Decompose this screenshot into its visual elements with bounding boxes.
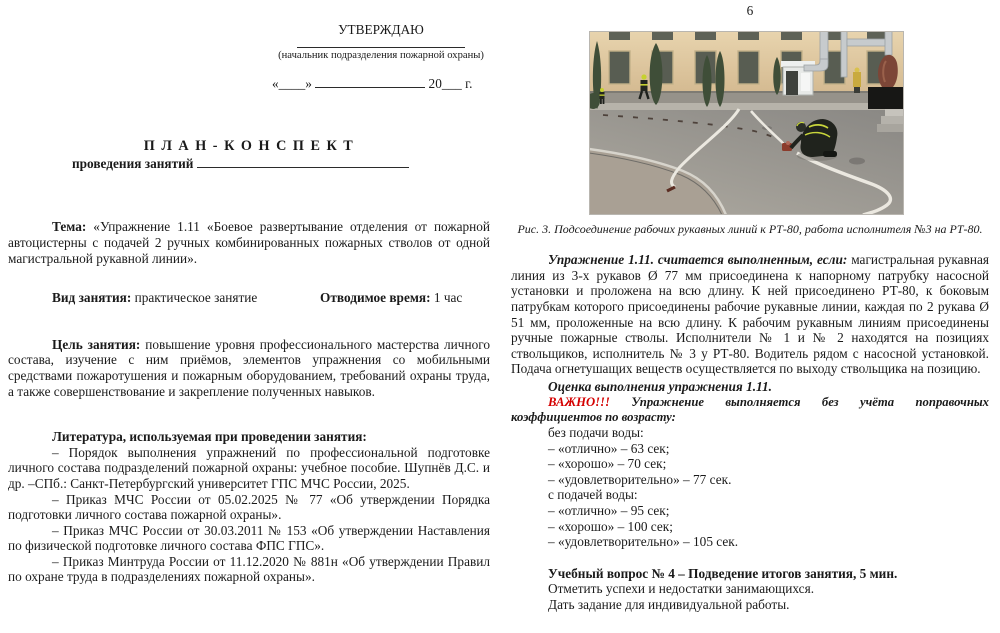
figure-photo [589,31,904,215]
lesson-type-row [8,290,490,306]
important-label: ВАЖНО!!! [548,394,610,409]
photo-sidewalk [589,103,904,110]
time-label: Отводимое время: [320,290,431,306]
literature-item: – Приказ Минтруда России от 11.12.2020 № 881н «Об утверждении Правил по охране труда в подразделениях пожарной охраны». [8,553,490,585]
goal-label: Цель занятия: [52,336,141,352]
important-text: Упражнение выполняется без учёта поправочных коэффициентов по возрасту: [511,394,990,424]
exercise-paragraph [511,252,989,377]
date-month-line [315,87,425,88]
rating-item: – «хорошо» – 100 сек; [548,518,673,534]
time-value: 1 час [433,290,463,306]
exercise-text: магистральная рукавная линия из 3-х рукавов Ø 77 мм присоединена к напорному патрубку насосной установки и проложена на всю длину. К ней присоединено РТ-80, к боковым патрубкам которого присоединены рабочие рукавные линии, каждая по 2 рукава Ø 51 мм, проложенные на всю длину. К рабочим рукавным линиям присоединены ручные пожарные стволы. Исполнители № 1 и № 2 находятся на позициях ствольщиков, исполнитель № 3 у РТ-80. Водитель рядом с насосной установкой. Подача огнетушащих веществ осуществляется по выходу ствольщика на позицию. [511,252,989,377]
no-water-heading: без подачи воды: [548,424,644,440]
date-day-blank: «____» [272,75,312,91]
rating-item: – «удовлетворительно» – 105 сек. [548,534,739,550]
page-number: 6 [746,3,754,18]
figure-photo-illustration [589,31,904,215]
document-title: П Л А Н - К О Н С П Е К Т [143,138,355,155]
topic-label: Тема: [52,219,87,235]
topic-text: «Упражнение 1.11 «Боевое развертывание отделения от пожарной автоцистерны с подачей 2 ручных комбинированных пожарных стволов от одной магистральной рукавной линии». [8,219,490,266]
subtitle-blank-line [197,167,409,168]
lesson-type-value: практическое занятие [134,290,258,306]
signature-line [297,38,465,48]
rating-item: – «отлично» – 95 сек; [548,502,670,518]
rating-item: – «хорошо» – 70 сек; [548,456,667,472]
approval-date-line [272,76,490,92]
approval-block [272,22,490,91]
date-year-blank: 20___ г. [428,75,473,91]
rating-item: – «отлично» – 63 сек; [548,440,670,456]
question-line: Дать задание для индивидуальной работы. [548,596,790,612]
literature-item: – Порядок выполнения упражнений по профессиональной подготовке личного состава подразделений пожарной охраны: учебное пособие. Шупнёв Д.С. и др. –СПб.: Санкт-Петербургский университет ГПС МЧС России, 2025. [8,444,490,491]
question-heading: Учебный вопрос № 4 – Подведение итогов занятия, 5 мин. [548,565,898,581]
with-water-heading: с подачей воды: [548,487,638,503]
literature-item: – Приказ МЧС России от 30.03.2011 № 153 «Об утверждении Наставления по физической подготовке личного состава ФПС ГПС». [8,522,490,554]
exercise-label: Упражнение 1.11. считается выполненным, если: [548,252,848,268]
page-right [511,0,989,612]
goal-paragraph [8,337,490,399]
lesson-type-label: Вид занятия: [52,290,132,306]
evaluation-heading: Оценка выполнения упражнения 1.11. [548,378,772,394]
photo-manhole [849,157,865,164]
goal-text: повышение уровня профессионального мастерства личного состава, изучение с ним приёмов, элементов упражнения со мобильными средствами пожаротушения и пожарным оборудованием, требований охраны труда, а также совершенствование и закрепление полученных навыков. [8,336,490,399]
question-line: Отметить успехи и недостатки занимающихся. [548,581,815,597]
literature-heading: Литература, используемая при проведении занятия: [52,429,367,445]
approval-title: УТВЕРЖДАЮ [338,22,424,37]
important-note [511,395,989,425]
document-subtitle [72,156,490,172]
topic-paragraph [8,219,490,266]
page-left [8,0,490,585]
allotted-time [320,290,462,306]
lesson-type [52,290,257,305]
subtitle-label: проведения занятий [72,155,194,171]
rating-item: – «удовлетворительно» – 77 сек. [548,471,732,487]
approval-signatory-label: (начальник подразделения пожарной охраны) [278,49,484,61]
figure-caption: Рис. 3. Подсоединение рабочих рукавных линий к РТ-80, работа исполнителя №3 на РТ-80. [517,221,983,236]
literature-item: – Приказ МЧС России от 05.02.2025 № 77 «Об утверждении Порядка подготовки личного состава пожарной охраны». [8,491,490,523]
